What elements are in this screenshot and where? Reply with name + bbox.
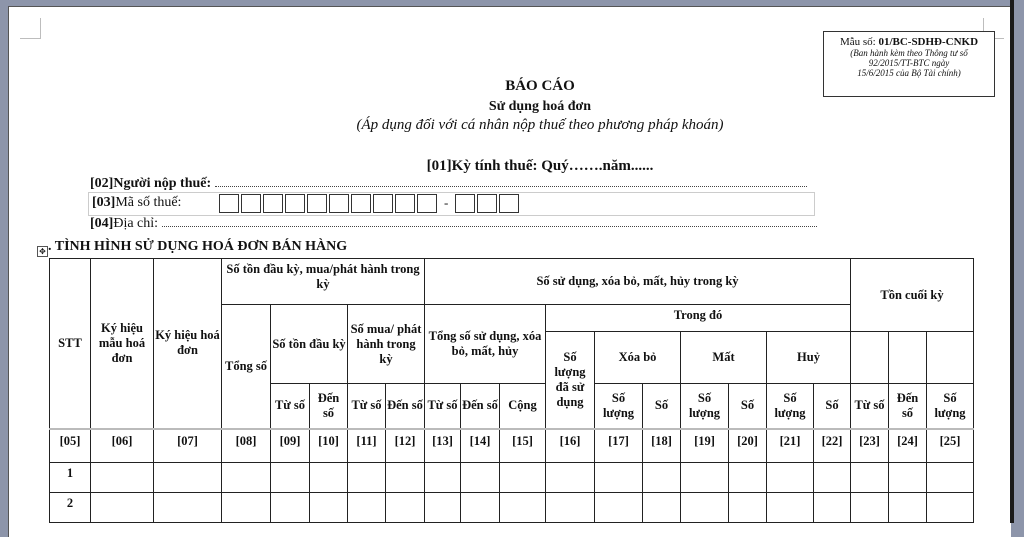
- table-row: [50, 492, 974, 522]
- table-cell[interactable]: [643, 492, 681, 522]
- header-form-symbol: Ký hiệu mẫu hoá đơn: [91, 259, 154, 429]
- table-cell[interactable]: [271, 462, 310, 492]
- tax-id-digit-box[interactable]: [219, 194, 239, 213]
- form-code-value: 01/BC-SDHĐ-CNKD: [878, 36, 979, 48]
- table-cell[interactable]: [154, 492, 222, 522]
- column-index: [14]: [461, 429, 500, 463]
- table-cell[interactable]: [767, 492, 814, 522]
- header-total-used: Tổng số sử dụng, xóa bỏ, mất, hủy: [425, 305, 546, 384]
- table-cell[interactable]: [154, 462, 222, 492]
- table-cell[interactable]: [681, 492, 729, 522]
- address-input-line[interactable]: [162, 216, 817, 227]
- empty-cell: [889, 332, 927, 384]
- section-title: . TÌNH HÌNH SỬ DỤNG HOÁ ĐƠN BÁN HÀNG: [48, 239, 348, 254]
- tax-id-digit-box[interactable]: [263, 194, 283, 213]
- table-row: [50, 462, 974, 492]
- empty-cell: [851, 332, 889, 384]
- field-label: Mã số thuế:: [115, 195, 182, 210]
- header-quantity: Số lượng: [767, 384, 814, 429]
- column-index: [10]: [310, 429, 348, 463]
- header-lost: Mất: [681, 332, 767, 384]
- column-index: [16]: [546, 429, 595, 463]
- tax-period[interactable]: [01]Kỳ tính thuế: Quý…….năm......: [426, 158, 654, 174]
- field-label: Người nộp thuế:: [113, 176, 212, 191]
- table-cell[interactable]: [500, 492, 546, 522]
- column-index: [06]: [91, 429, 154, 463]
- tax-id-digit-box[interactable]: [241, 194, 261, 213]
- table-cell[interactable]: [222, 492, 271, 522]
- column-index: [13]: [425, 429, 461, 463]
- tax-id-branch-box[interactable]: [477, 194, 497, 213]
- table-cell[interactable]: [91, 462, 154, 492]
- column-index: [08]: [222, 429, 271, 463]
- tax-id-digit-box[interactable]: [329, 194, 349, 213]
- header-stt: STT: [50, 259, 91, 429]
- table-cell[interactable]: [425, 462, 461, 492]
- column-index-row: [50, 429, 974, 463]
- header-used-group: Số sử dụng, xóa bỏ, mất, hủy trong kỳ: [425, 259, 851, 305]
- table-cell[interactable]: [500, 462, 546, 492]
- tax-id-digit-box[interactable]: [373, 194, 393, 213]
- header-from-no: Từ số: [348, 384, 386, 429]
- report-subtitle: Sử dụng hoá đơn: [488, 99, 592, 114]
- table-cell[interactable]: [814, 462, 851, 492]
- header-to-no: Đến số: [461, 384, 500, 429]
- table-cell[interactable]: [271, 492, 310, 522]
- table-cell[interactable]: [595, 462, 643, 492]
- row-stt: 2: [50, 492, 91, 522]
- empty-cell: [927, 332, 974, 384]
- table-cell[interactable]: [348, 462, 386, 492]
- column-index: [22]: [814, 429, 851, 463]
- table-cell[interactable]: [767, 462, 814, 492]
- table-cell[interactable]: [91, 492, 154, 522]
- table-cell[interactable]: [386, 462, 425, 492]
- header-number: Số: [729, 384, 767, 429]
- column-index: [18]: [643, 429, 681, 463]
- header-qty-used: Số lượng đã sử dụng: [546, 332, 595, 429]
- header-quantity: Số lượng: [595, 384, 643, 429]
- table-cell[interactable]: [425, 492, 461, 522]
- table-cell[interactable]: [310, 492, 348, 522]
- header-from-no: Từ số: [271, 384, 310, 429]
- table-cell[interactable]: [889, 492, 927, 522]
- column-index: [17]: [595, 429, 643, 463]
- tax-id-field[interactable]: [88, 192, 815, 216]
- table-cell[interactable]: [546, 492, 595, 522]
- field-code: [04]: [90, 216, 114, 231]
- tax-id-separator: -: [444, 195, 449, 210]
- table-move-handle-icon[interactable]: ✥: [37, 246, 48, 257]
- table-cell[interactable]: [927, 492, 974, 522]
- header-opening-stock: Số tồn đầu kỳ: [271, 305, 348, 384]
- column-index: [24]: [889, 429, 927, 463]
- header-total: Tổng số: [222, 305, 271, 429]
- header-of-which: Trong đó: [546, 305, 851, 332]
- tax-id-branch-box[interactable]: [499, 194, 519, 213]
- table-cell[interactable]: [851, 492, 889, 522]
- column-index: [20]: [729, 429, 767, 463]
- column-index: [21]: [767, 429, 814, 463]
- window-edge: [1010, 0, 1014, 523]
- field-code: [02]: [90, 176, 114, 191]
- header-sum: Cộng: [500, 384, 546, 429]
- column-index: [25]: [927, 429, 974, 463]
- table-cell[interactable]: [643, 462, 681, 492]
- header-from-no: Từ số: [851, 384, 889, 429]
- tax-id-digit-box[interactable]: [417, 194, 437, 213]
- table-cell[interactable]: [461, 462, 500, 492]
- header-to-no: Đến số: [310, 384, 348, 429]
- form-note-line: (Ban hành kèm theo Thông tư số: [850, 48, 968, 58]
- header-number: Số: [643, 384, 681, 429]
- header-quantity: Số lượng: [681, 384, 729, 429]
- taxpayer-input-line[interactable]: [215, 176, 807, 187]
- header-quantity: Số lượng: [927, 384, 974, 429]
- report-applicability: (Áp dụng đối với cá nhân nộp thuế theo phương pháp khoán): [356, 117, 724, 133]
- header-closing: Tồn cuối kỳ: [851, 259, 974, 332]
- tax-id-digit-box[interactable]: [307, 194, 327, 213]
- header-purchased: Số mua/ phát hành trong kỳ: [348, 305, 425, 384]
- table-cell[interactable]: [889, 462, 927, 492]
- tax-id-digit-box[interactable]: [395, 194, 415, 213]
- table-cell[interactable]: [851, 462, 889, 492]
- column-index: [19]: [681, 429, 729, 463]
- table-cell[interactable]: [546, 462, 595, 492]
- column-index: [05]: [50, 429, 91, 463]
- table-cell[interactable]: [814, 492, 851, 522]
- column-index: [12]: [386, 429, 425, 463]
- taxpayer-field[interactable]: [90, 176, 807, 192]
- tax-id-digit-box[interactable]: [351, 194, 371, 213]
- form-number-box: [823, 31, 995, 97]
- header-to-no: Đến số: [889, 384, 927, 429]
- header-to-no: Đến số: [386, 384, 425, 429]
- table-cell[interactable]: [595, 492, 643, 522]
- header-from-no: Từ số: [425, 384, 461, 429]
- header-opening-group: Số tồn đầu kỳ, mua/phát hành trong kỳ: [222, 259, 425, 305]
- table-cell[interactable]: [310, 462, 348, 492]
- table-cell[interactable]: [729, 462, 767, 492]
- header-invoice-symbol: Ký hiệu hoá đơn: [154, 259, 222, 429]
- column-index: [09]: [271, 429, 310, 463]
- tax-id-branch-box[interactable]: [455, 194, 475, 213]
- table-cell[interactable]: [386, 492, 425, 522]
- field-label: Địa chỉ:: [113, 216, 159, 231]
- form-note-line: 92/2015/TT-BTC ngày: [868, 58, 950, 68]
- form-note-line: 15/6/2015 của Bộ Tài chính): [857, 68, 961, 78]
- tax-id-digit-box[interactable]: [285, 194, 305, 213]
- report-title: BÁO CÁO: [505, 78, 575, 94]
- field-code: [03]: [92, 195, 116, 210]
- header-number: Số: [814, 384, 851, 429]
- table-cell[interactable]: [927, 462, 974, 492]
- column-index: [07]: [154, 429, 222, 463]
- table-cell[interactable]: [729, 492, 767, 522]
- column-index: [23]: [851, 429, 889, 463]
- header-deleted: Xóa bỏ: [595, 332, 681, 384]
- table-cell[interactable]: [461, 492, 500, 522]
- invoice-usage-table: [49, 258, 974, 523]
- header-destroyed: Huỷ: [767, 332, 851, 384]
- table-cell[interactable]: [681, 462, 729, 492]
- address-field[interactable]: [90, 216, 817, 232]
- form-code-label: Mẫu số:: [839, 36, 879, 48]
- margin-corner-mark: [20, 18, 41, 39]
- table-cell[interactable]: [222, 462, 271, 492]
- column-index: [11]: [348, 429, 386, 463]
- table-cell[interactable]: [348, 492, 386, 522]
- column-index: [15]: [500, 429, 546, 463]
- row-stt: 1: [50, 462, 91, 492]
